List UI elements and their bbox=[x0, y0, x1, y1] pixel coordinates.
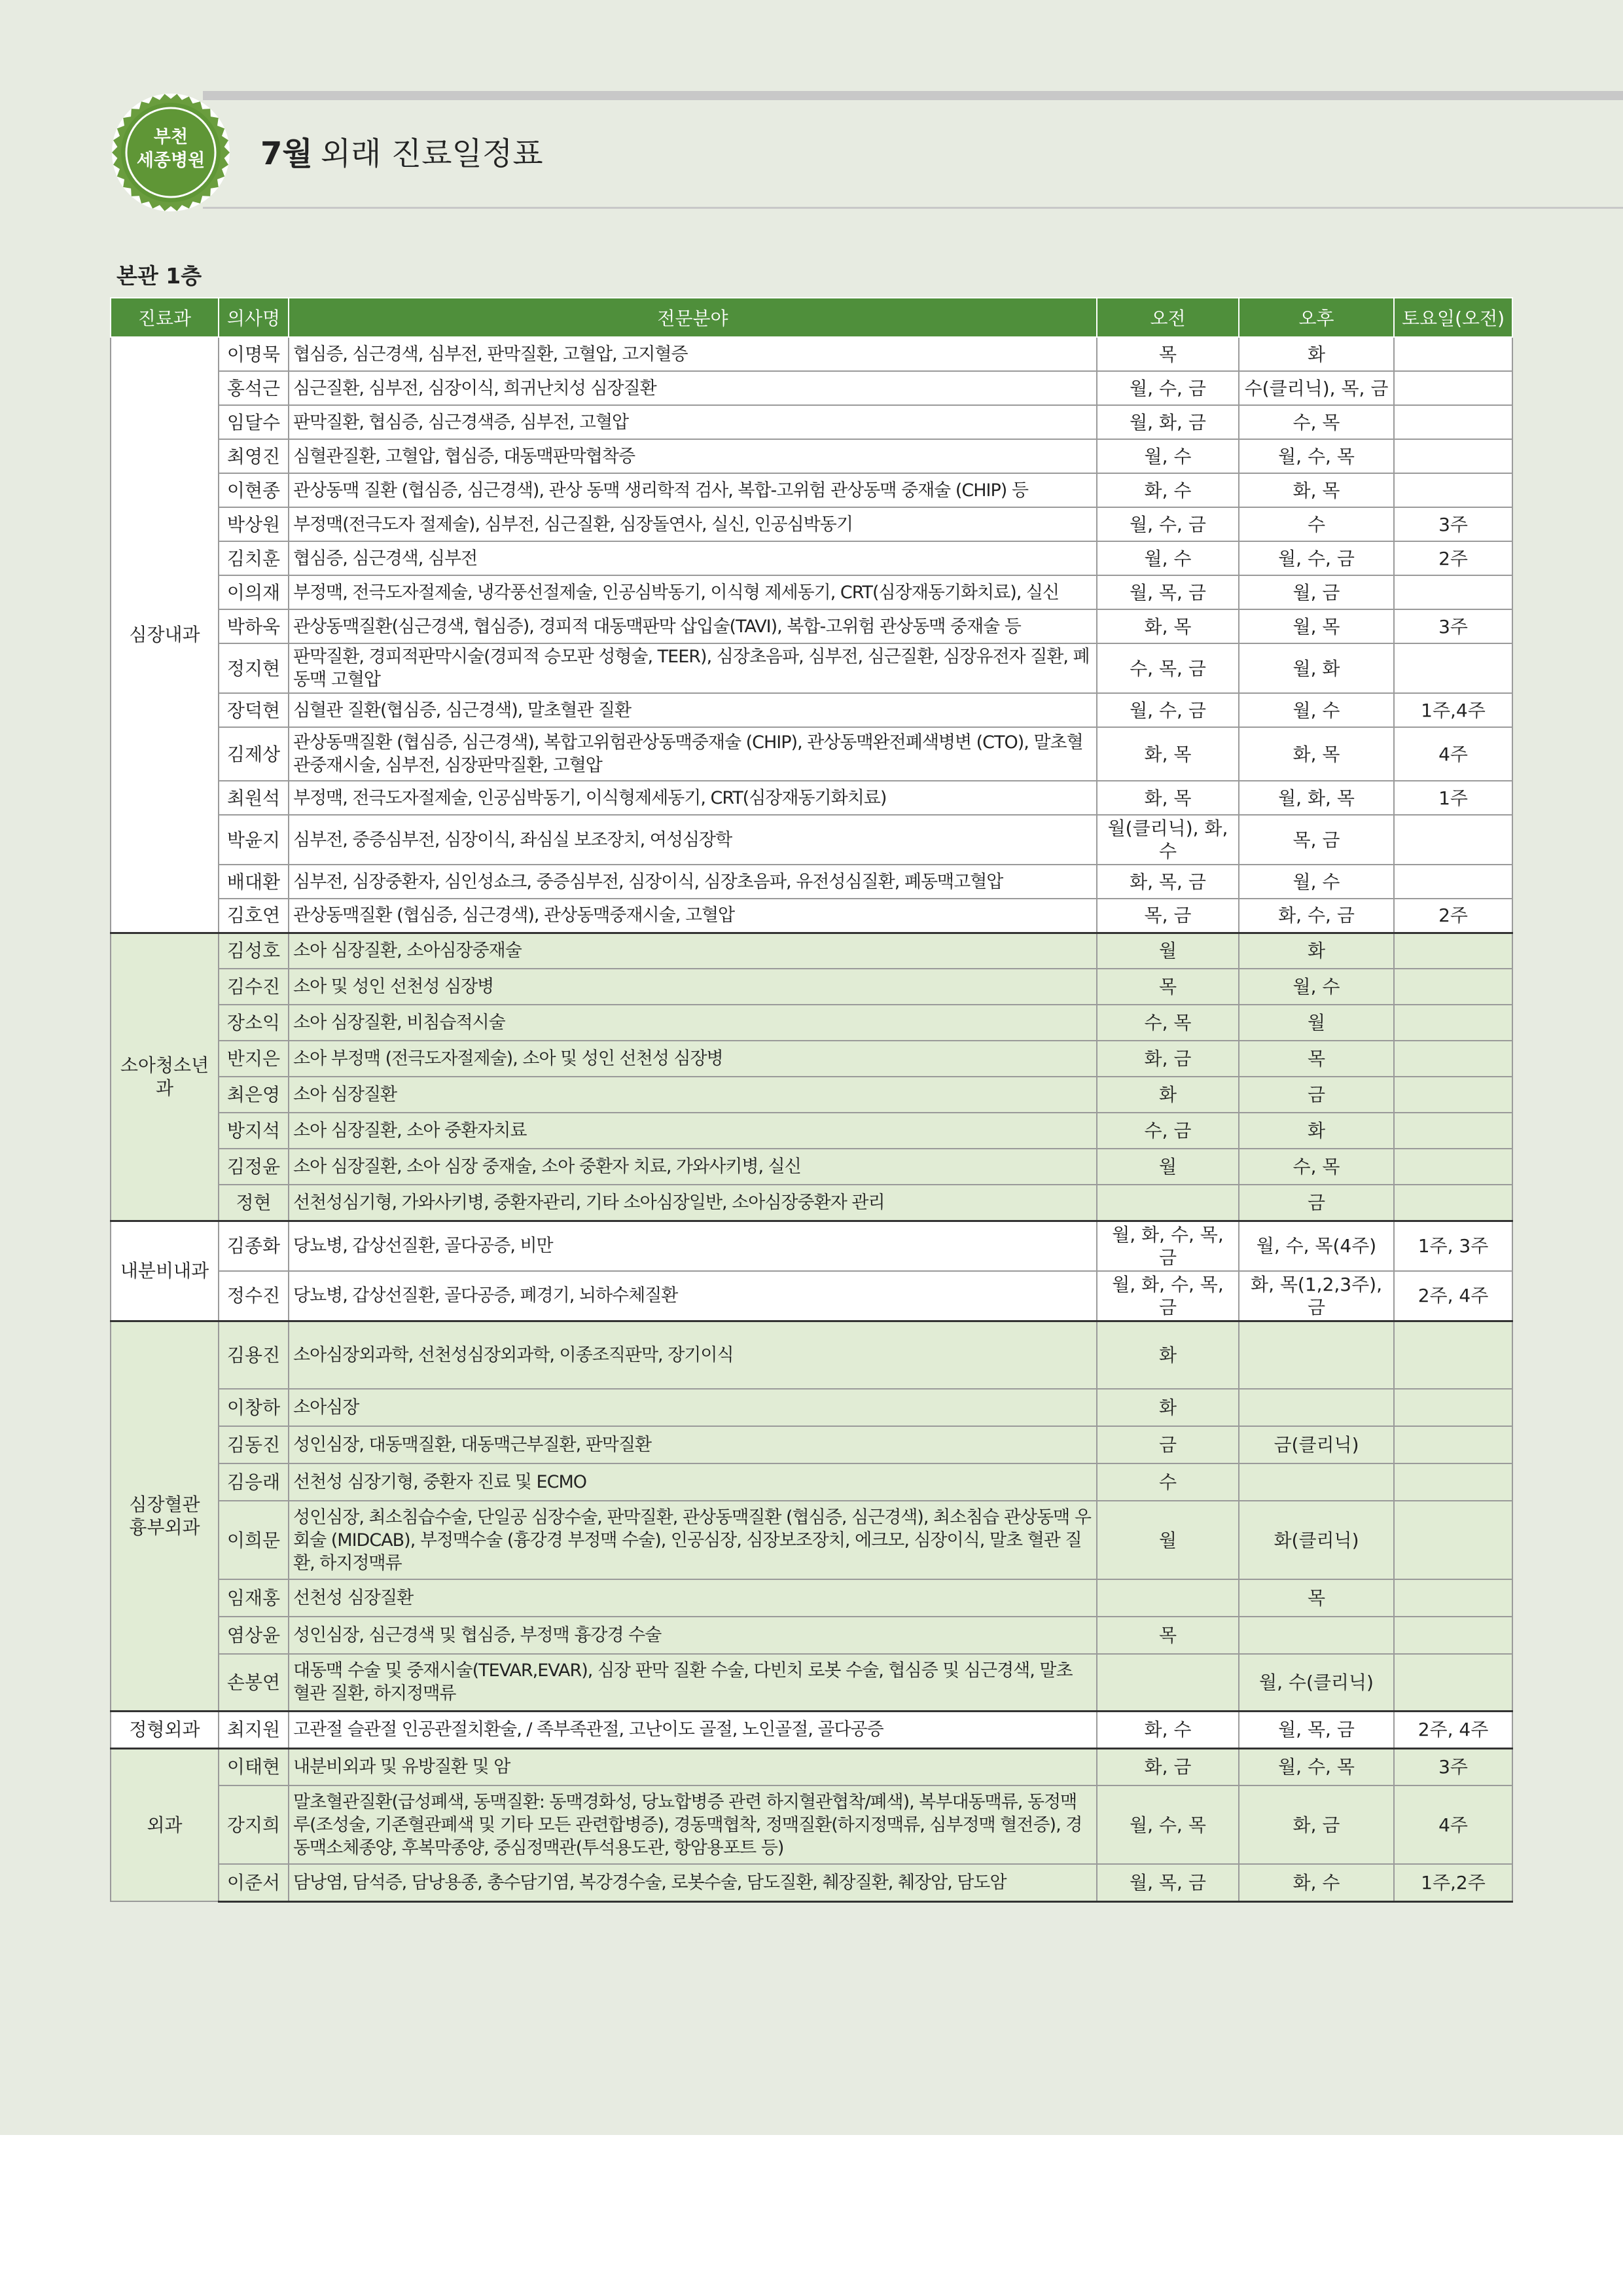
pm-schedule-cell: 화, 목 bbox=[1239, 473, 1394, 507]
doctor-name-cell: 강지희 bbox=[219, 1785, 289, 1864]
pm-schedule-cell: 목 bbox=[1239, 1041, 1394, 1077]
table-row bbox=[111, 1185, 1512, 1221]
saturday-schedule-cell bbox=[1394, 1149, 1512, 1185]
am-schedule-cell: 화, 목 bbox=[1097, 727, 1239, 781]
specialty-cell: 선천성심기형, 가와사키병, 중환자관리, 기타 소아심장일반, 소아심장중환자 관리 bbox=[289, 1185, 1097, 1221]
table-row bbox=[111, 371, 1512, 405]
am-schedule-cell: 월 bbox=[1097, 933, 1239, 969]
table-row bbox=[111, 693, 1512, 727]
doctor-name-cell: 이희문 bbox=[219, 1501, 289, 1579]
pm-schedule-cell: 수 bbox=[1239, 507, 1394, 541]
doctor-name-cell: 박상원 bbox=[219, 507, 289, 541]
saturday-schedule-cell bbox=[1394, 1389, 1512, 1426]
table-row bbox=[111, 337, 1512, 371]
doctor-name-cell: 장덕현 bbox=[219, 693, 289, 727]
am-schedule-cell: 월, 화, 수, 목, 금 bbox=[1097, 1271, 1239, 1321]
pm-schedule-cell: 월, 목, 금 bbox=[1239, 1711, 1394, 1748]
pm-schedule-cell: 화, 목 bbox=[1239, 727, 1394, 781]
table-row bbox=[111, 1389, 1512, 1426]
doctor-name-cell: 이창하 bbox=[219, 1389, 289, 1426]
pm-schedule-cell: 월, 수(클리닉) bbox=[1239, 1654, 1394, 1711]
doctor-name-cell: 염상윤 bbox=[219, 1617, 289, 1654]
pm-schedule-cell bbox=[1239, 1321, 1394, 1389]
am-schedule-cell bbox=[1097, 1185, 1239, 1221]
pm-schedule-cell: 금(클리닉) bbox=[1239, 1426, 1394, 1463]
pm-schedule-cell bbox=[1239, 1617, 1394, 1654]
doctor-name-cell: 박윤지 bbox=[219, 815, 289, 865]
table-row bbox=[111, 1501, 1512, 1579]
doctor-name-cell: 최영진 bbox=[219, 439, 289, 473]
specialty-cell: 소아심장 bbox=[289, 1389, 1097, 1426]
saturday-schedule-cell: 3주 bbox=[1394, 609, 1512, 643]
am-schedule-cell: 화 bbox=[1097, 1077, 1239, 1113]
col-header-saturday: 토요일(오전) bbox=[1394, 298, 1512, 337]
specialty-cell: 소아 부정맥 (전극도자절제술), 소아 및 성인 선천성 심장병 bbox=[289, 1041, 1097, 1077]
doctor-name-cell: 반지은 bbox=[219, 1041, 289, 1077]
specialty-cell: 관상동맥질환(심근경색, 협심증), 경피적 대동맥판막 삽입술(TAVI), 복합-고위험 관상동맥 중재술 등 bbox=[289, 609, 1097, 643]
hospital-logo-seal bbox=[110, 92, 232, 213]
doctor-name-cell: 방지석 bbox=[219, 1113, 289, 1149]
doctor-name-cell: 김수진 bbox=[219, 969, 289, 1005]
table-row bbox=[111, 575, 1512, 609]
am-schedule-cell bbox=[1097, 1579, 1239, 1617]
hospital-name-line1: 부천 bbox=[153, 127, 188, 147]
am-schedule-cell: 화, 금 bbox=[1097, 1041, 1239, 1077]
specialty-cell: 선천성 심장질환 bbox=[289, 1579, 1097, 1617]
doctor-name-cell: 장소익 bbox=[219, 1005, 289, 1041]
pm-schedule-cell: 수, 목 bbox=[1239, 1149, 1394, 1185]
specialty-cell: 성인심장, 최소침습수술, 단일공 심장수술, 판막질환, 관상동맥질환 (협심증, 심근경색), 최소침습 관상동맥 우회술 (MIDCAB), 부정맥수술 (흉강경 부정맥 수술), 인공심장, 심장보조장치, 에크모, 심장이식, 말초 혈관 질환, 하지정맥류 bbox=[289, 1501, 1097, 1579]
col-header-dept: 진료과 bbox=[111, 298, 219, 337]
saturday-schedule-cell bbox=[1394, 1426, 1512, 1463]
am-schedule-cell: 화, 목 bbox=[1097, 781, 1239, 815]
saturday-schedule-cell bbox=[1394, 1617, 1512, 1654]
saturday-schedule-cell: 2주 bbox=[1394, 541, 1512, 575]
saturday-schedule-cell bbox=[1394, 337, 1512, 371]
specialty-cell: 당뇨병, 갑상선질환, 골다공증, 폐경기, 뇌하수체질환 bbox=[289, 1271, 1097, 1321]
am-schedule-cell: 월, 수, 금 bbox=[1097, 371, 1239, 405]
table-row bbox=[111, 473, 1512, 507]
am-schedule-cell: 화, 목 bbox=[1097, 609, 1239, 643]
am-schedule-cell: 화, 수 bbox=[1097, 473, 1239, 507]
pm-schedule-cell: 목, 금 bbox=[1239, 815, 1394, 865]
specialty-cell: 소아 심장질환, 소아 중환자치료 bbox=[289, 1113, 1097, 1149]
col-header-doctor: 의사명 bbox=[219, 298, 289, 337]
specialty-cell: 성인심장, 심근경색 및 협심증, 부정맥 흉강경 수술 bbox=[289, 1617, 1097, 1654]
saturday-schedule-cell bbox=[1394, 815, 1512, 865]
pm-schedule-cell: 화, 수, 금 bbox=[1239, 899, 1394, 933]
am-schedule-cell: 월, 수, 금 bbox=[1097, 693, 1239, 727]
doctor-name-cell: 이현종 bbox=[219, 473, 289, 507]
saturday-schedule-cell bbox=[1394, 969, 1512, 1005]
am-schedule-cell: 월, 수 bbox=[1097, 541, 1239, 575]
saturday-schedule-cell: 1주 bbox=[1394, 781, 1512, 815]
specialty-cell: 심부전, 심장중환자, 심인성쇼크, 중증심부전, 심장이식, 심장초음파, 유전성심질환, 폐동맥고혈압 bbox=[289, 865, 1097, 899]
doctor-name-cell: 홍석근 bbox=[219, 371, 289, 405]
table-row bbox=[111, 899, 1512, 933]
doctor-name-cell: 김응래 bbox=[219, 1463, 289, 1501]
am-schedule-cell: 월, 화, 수, 목, 금 bbox=[1097, 1221, 1239, 1271]
table-row bbox=[111, 1113, 1512, 1149]
col-header-am: 오전 bbox=[1097, 298, 1239, 337]
pm-schedule-cell: 화 bbox=[1239, 337, 1394, 371]
doctor-name-cell: 김종화 bbox=[219, 1221, 289, 1271]
specialty-cell: 심혈관질환, 고혈압, 협심증, 대동맥판막협착증 bbox=[289, 439, 1097, 473]
header-divider bbox=[203, 207, 1623, 209]
saturday-schedule-cell: 2주 bbox=[1394, 899, 1512, 933]
pm-schedule-cell: 화, 금 bbox=[1239, 1785, 1394, 1864]
table-row bbox=[111, 1321, 1512, 1389]
specialty-cell: 대동맥 수술 및 중재시술(TEVAR,EVAR), 심장 판막 질환 수술, 다빈치 로봇 수술, 협심증 및 심근경색, 말초 혈관 질환, 하지정맥류 bbox=[289, 1654, 1097, 1711]
pm-schedule-cell: 화, 수 bbox=[1239, 1864, 1394, 1901]
pm-schedule-cell: 월, 목 bbox=[1239, 609, 1394, 643]
table-row bbox=[111, 643, 1512, 693]
am-schedule-cell: 화, 목, 금 bbox=[1097, 865, 1239, 899]
am-schedule-cell: 수, 목, 금 bbox=[1097, 643, 1239, 693]
specialty-cell: 부정맥, 전극도자절제술, 냉각풍선절제술, 인공심박동기, 이식형 제세동기, CRT(심장재동기화치료), 실신 bbox=[289, 575, 1097, 609]
am-schedule-cell: 목 bbox=[1097, 1617, 1239, 1654]
table-row bbox=[111, 1864, 1512, 1901]
table-row bbox=[111, 1221, 1512, 1271]
pm-schedule-cell: 화(클리닉) bbox=[1239, 1501, 1394, 1579]
department-cell: 심장내과 bbox=[111, 337, 219, 933]
doctor-name-cell: 김치훈 bbox=[219, 541, 289, 575]
am-schedule-cell: 월, 목, 금 bbox=[1097, 575, 1239, 609]
specialty-cell: 성인심장, 대동맥질환, 대동맥근부질환, 판막질환 bbox=[289, 1426, 1097, 1463]
saturday-schedule-cell: 1주,4주 bbox=[1394, 693, 1512, 727]
saturday-schedule-cell bbox=[1394, 405, 1512, 439]
specialty-cell: 부정맥(전극도자 절제술), 심부전, 심근질환, 심장돌연사, 실신, 인공심박동기 bbox=[289, 507, 1097, 541]
table-row bbox=[111, 439, 1512, 473]
am-schedule-cell: 화, 금 bbox=[1097, 1748, 1239, 1785]
pm-schedule-cell: 월, 수 bbox=[1239, 969, 1394, 1005]
saturday-schedule-cell: 2주, 4주 bbox=[1394, 1711, 1512, 1748]
am-schedule-cell: 월, 화, 금 bbox=[1097, 405, 1239, 439]
am-schedule-cell: 수 bbox=[1097, 1463, 1239, 1501]
specialty-cell: 판막질환, 경피적판막시술(경피적 승모판 성형술, TEER), 심장초음파, 심부전, 심근질환, 심장유전자 질환, 폐동맥 고혈압 bbox=[289, 643, 1097, 693]
department-cell: 외과 bbox=[111, 1748, 219, 1901]
am-schedule-cell: 수, 금 bbox=[1097, 1113, 1239, 1149]
table-row bbox=[111, 815, 1512, 865]
am-schedule-cell: 월 bbox=[1097, 1149, 1239, 1185]
saturday-schedule-cell bbox=[1394, 1005, 1512, 1041]
am-schedule-cell: 수, 목 bbox=[1097, 1005, 1239, 1041]
saturday-schedule-cell bbox=[1394, 1579, 1512, 1617]
pm-schedule-cell: 월, 수, 목 bbox=[1239, 1748, 1394, 1785]
saturday-schedule-cell bbox=[1394, 1654, 1512, 1711]
am-schedule-cell bbox=[1097, 1654, 1239, 1711]
table-row bbox=[111, 1748, 1512, 1785]
specialty-cell: 협심증, 심근경색, 심부전 bbox=[289, 541, 1097, 575]
page-title bbox=[260, 128, 543, 173]
specialty-cell: 당뇨병, 갑상선질환, 골다공증, 비만 bbox=[289, 1221, 1097, 1271]
table-row bbox=[111, 1149, 1512, 1185]
doctor-name-cell: 김정윤 bbox=[219, 1149, 289, 1185]
department-cell: 소아청소년과 bbox=[111, 933, 219, 1221]
doctor-name-cell: 김제상 bbox=[219, 727, 289, 781]
title-text: 외래 진료일정표 bbox=[320, 135, 543, 172]
table-row bbox=[111, 865, 1512, 899]
table-row bbox=[111, 405, 1512, 439]
doctor-name-cell: 이준서 bbox=[219, 1864, 289, 1901]
hospital-name-line2: 세종병원 bbox=[136, 151, 205, 171]
pm-schedule-cell: 월, 수, 목 bbox=[1239, 439, 1394, 473]
table-header-row bbox=[111, 298, 1512, 337]
pm-schedule-cell: 월, 수 bbox=[1239, 865, 1394, 899]
saturday-schedule-cell bbox=[1394, 1041, 1512, 1077]
title-month: 7월 bbox=[260, 135, 313, 172]
pm-schedule-cell: 월, 금 bbox=[1239, 575, 1394, 609]
specialty-cell: 관상동맥질환 (협심증, 심근경색), 관상동맥중재시술, 고혈압 bbox=[289, 899, 1097, 933]
pm-schedule-cell: 화, 목(1,2,3주), 금 bbox=[1239, 1271, 1394, 1321]
saturday-schedule-cell bbox=[1394, 1321, 1512, 1389]
specialty-cell: 판막질환, 협심증, 심근경색증, 심부전, 고혈압 bbox=[289, 405, 1097, 439]
saturday-schedule-cell: 3주 bbox=[1394, 507, 1512, 541]
am-schedule-cell: 월, 수 bbox=[1097, 439, 1239, 473]
doctor-name-cell: 이의재 bbox=[219, 575, 289, 609]
table-row bbox=[111, 1077, 1512, 1113]
pm-schedule-cell: 화 bbox=[1239, 933, 1394, 969]
saturday-schedule-cell bbox=[1394, 439, 1512, 473]
specialty-cell: 담낭염, 담석증, 담낭용종, 총수담기염, 복강경수술, 로봇수술, 담도질환, 췌장질환, 췌장암, 담도암 bbox=[289, 1864, 1097, 1901]
saturday-schedule-cell bbox=[1394, 1113, 1512, 1149]
saturday-schedule-cell: 4주 bbox=[1394, 727, 1512, 781]
schedule-body bbox=[111, 337, 1512, 1901]
saturday-schedule-cell bbox=[1394, 1463, 1512, 1501]
doctor-name-cell: 최지원 bbox=[219, 1711, 289, 1748]
table-row bbox=[111, 1041, 1512, 1077]
table-row bbox=[111, 1463, 1512, 1501]
doctor-name-cell: 임재홍 bbox=[219, 1579, 289, 1617]
table-row bbox=[111, 541, 1512, 575]
saturday-schedule-cell: 2주, 4주 bbox=[1394, 1271, 1512, 1321]
specialty-cell: 협심증, 심근경색, 심부전, 판막질환, 고혈압, 고지혈증 bbox=[289, 337, 1097, 371]
department-cell: 내분비내과 bbox=[111, 1221, 219, 1321]
am-schedule-cell: 화 bbox=[1097, 1389, 1239, 1426]
am-schedule-cell: 화, 수 bbox=[1097, 1711, 1239, 1748]
pm-schedule-cell: 화 bbox=[1239, 1113, 1394, 1149]
table-row bbox=[111, 1617, 1512, 1654]
pm-schedule-cell: 월, 수, 금 bbox=[1239, 541, 1394, 575]
doctor-name-cell: 배대환 bbox=[219, 865, 289, 899]
saturday-schedule-cell bbox=[1394, 865, 1512, 899]
pm-schedule-cell: 금 bbox=[1239, 1077, 1394, 1113]
table-row bbox=[111, 781, 1512, 815]
saturday-schedule-cell bbox=[1394, 933, 1512, 969]
specialty-cell: 관상동맥 질환 (협심증, 심근경색), 관상 동맥 생리학적 검사, 복합-고위험 관상동맥 중재술 (CHIP) 등 bbox=[289, 473, 1097, 507]
am-schedule-cell: 목 bbox=[1097, 337, 1239, 371]
saturday-schedule-cell: 1주,2주 bbox=[1394, 1864, 1512, 1901]
pm-schedule-cell bbox=[1239, 1463, 1394, 1501]
department-cell: 심장혈관 흉부외과 bbox=[111, 1321, 219, 1711]
saturday-schedule-cell bbox=[1394, 1185, 1512, 1221]
doctor-name-cell: 박하욱 bbox=[219, 609, 289, 643]
table-row bbox=[111, 1426, 1512, 1463]
table-row bbox=[111, 1271, 1512, 1321]
pm-schedule-cell bbox=[1239, 1389, 1394, 1426]
am-schedule-cell: 화 bbox=[1097, 1321, 1239, 1389]
table-row bbox=[111, 1005, 1512, 1041]
am-schedule-cell: 목 bbox=[1097, 969, 1239, 1005]
specialty-cell: 소아 심장질환, 소아심장중재술 bbox=[289, 933, 1097, 969]
specialty-cell: 선천성 심장기형, 중환자 진료 및 ECMO bbox=[289, 1463, 1097, 1501]
saturday-schedule-cell bbox=[1394, 371, 1512, 405]
col-header-pm: 오후 bbox=[1239, 298, 1394, 337]
doctor-name-cell: 최은영 bbox=[219, 1077, 289, 1113]
doctor-name-cell: 이명묵 bbox=[219, 337, 289, 371]
doctor-name-cell: 정현 bbox=[219, 1185, 289, 1221]
table-row bbox=[111, 1711, 1512, 1748]
pm-schedule-cell: 수(클리닉), 목, 금 bbox=[1239, 371, 1394, 405]
col-header-specialty: 전문분야 bbox=[289, 298, 1097, 337]
pm-schedule-cell: 월 bbox=[1239, 1005, 1394, 1041]
pm-schedule-cell: 월, 화 bbox=[1239, 643, 1394, 693]
doctor-name-cell: 임달수 bbox=[219, 405, 289, 439]
table-row bbox=[111, 507, 1512, 541]
schedule-table bbox=[110, 297, 1513, 1903]
am-schedule-cell: 월(클리닉), 화, 수 bbox=[1097, 815, 1239, 865]
table-row bbox=[111, 933, 1512, 969]
saturday-schedule-cell bbox=[1394, 1501, 1512, 1579]
am-schedule-cell: 월, 목, 금 bbox=[1097, 1864, 1239, 1901]
section-label: 본관 1층 bbox=[116, 263, 202, 289]
am-schedule-cell: 월, 수, 금 bbox=[1097, 507, 1239, 541]
specialty-cell: 심근질환, 심부전, 심장이식, 희귀난치성 심장질환 bbox=[289, 371, 1097, 405]
am-schedule-cell: 목, 금 bbox=[1097, 899, 1239, 933]
table-row bbox=[111, 609, 1512, 643]
specialty-cell: 소아심장외과학, 선천성심장외과학, 이종조직판막, 장기이식 bbox=[289, 1321, 1097, 1389]
pm-schedule-cell: 월, 수, 목(4주) bbox=[1239, 1221, 1394, 1271]
doctor-name-cell: 정수진 bbox=[219, 1271, 289, 1321]
table-row bbox=[111, 1785, 1512, 1864]
table-row bbox=[111, 969, 1512, 1005]
specialty-cell: 내분비외과 및 유방질환 및 암 bbox=[289, 1748, 1097, 1785]
specialty-cell: 소아 및 성인 선천성 심장병 bbox=[289, 969, 1097, 1005]
am-schedule-cell: 월, 수, 목 bbox=[1097, 1785, 1239, 1864]
department-cell: 정형외과 bbox=[111, 1711, 219, 1748]
pm-schedule-cell: 수, 목 bbox=[1239, 405, 1394, 439]
top-gray-bar bbox=[203, 91, 1623, 100]
doctor-name-cell: 최원석 bbox=[219, 781, 289, 815]
pm-schedule-cell: 금 bbox=[1239, 1185, 1394, 1221]
specialty-cell: 소아 심장질환, 비침습적시술 bbox=[289, 1005, 1097, 1041]
table-row bbox=[111, 1654, 1512, 1711]
am-schedule-cell: 금 bbox=[1097, 1426, 1239, 1463]
saturday-schedule-cell bbox=[1394, 643, 1512, 693]
specialty-cell: 말초혈관질환(급성폐색, 동맥질환: 동맥경화성, 당뇨합병증 관련 하지혈관협착/폐색), 복부대동맥류, 동정맥루(조성술, 기존혈관폐색 및 기타 모든 관련합병증), 경동맥협착, 정맥질환(하지정맥류, 심부정맥 혈전증), 경동맥소체종양, 후복막종양, 중심정맥관(투석용도관, 항암용포트 등) bbox=[289, 1785, 1097, 1864]
doctor-name-cell: 김호연 bbox=[219, 899, 289, 933]
table-row bbox=[111, 1579, 1512, 1617]
specialty-cell: 고관절 슬관절 인공관절치환술, / 족부족관절, 고난이도 골절, 노인골절, 골다공증 bbox=[289, 1711, 1097, 1748]
specialty-cell: 소아 심장질환 bbox=[289, 1077, 1097, 1113]
saturday-schedule-cell bbox=[1394, 575, 1512, 609]
pm-schedule-cell: 월, 화, 목 bbox=[1239, 781, 1394, 815]
doctor-name-cell: 정지현 bbox=[219, 643, 289, 693]
am-schedule-cell: 월 bbox=[1097, 1501, 1239, 1579]
specialty-cell: 소아 심장질환, 소아 심장 중재술, 소아 중환자 치료, 가와사키병, 실신 bbox=[289, 1149, 1097, 1185]
specialty-cell: 심부전, 중증심부전, 심장이식, 좌심실 보조장치, 여성심장학 bbox=[289, 815, 1097, 865]
specialty-cell: 관상동맥질환 (협심증, 심근경색), 복합고위험관상동맥중재술 (CHIP), 관상동맥완전폐색병변 (CTO), 말초혈관중재시술, 심부전, 심장판막질환, 고혈압 bbox=[289, 727, 1097, 781]
doctor-name-cell: 이태현 bbox=[219, 1748, 289, 1785]
saturday-schedule-cell bbox=[1394, 473, 1512, 507]
saturday-schedule-cell: 3주 bbox=[1394, 1748, 1512, 1785]
doctor-name-cell: 김동진 bbox=[219, 1426, 289, 1463]
pm-schedule-cell: 월, 수 bbox=[1239, 693, 1394, 727]
saturday-schedule-cell: 4주 bbox=[1394, 1785, 1512, 1864]
doctor-name-cell: 김성호 bbox=[219, 933, 289, 969]
doctor-name-cell: 김용진 bbox=[219, 1321, 289, 1389]
saturday-schedule-cell: 1주, 3주 bbox=[1394, 1221, 1512, 1271]
pm-schedule-cell: 목 bbox=[1239, 1579, 1394, 1617]
specialty-cell: 부정맥, 전극도자절제술, 인공심박동기, 이식형제세동기, CRT(심장재동기화치료) bbox=[289, 781, 1097, 815]
specialty-cell: 심혈관 질환(협심증, 심근경색), 말초혈관 질환 bbox=[289, 693, 1097, 727]
doctor-name-cell: 손봉연 bbox=[219, 1654, 289, 1711]
saturday-schedule-cell bbox=[1394, 1077, 1512, 1113]
table-row bbox=[111, 727, 1512, 781]
